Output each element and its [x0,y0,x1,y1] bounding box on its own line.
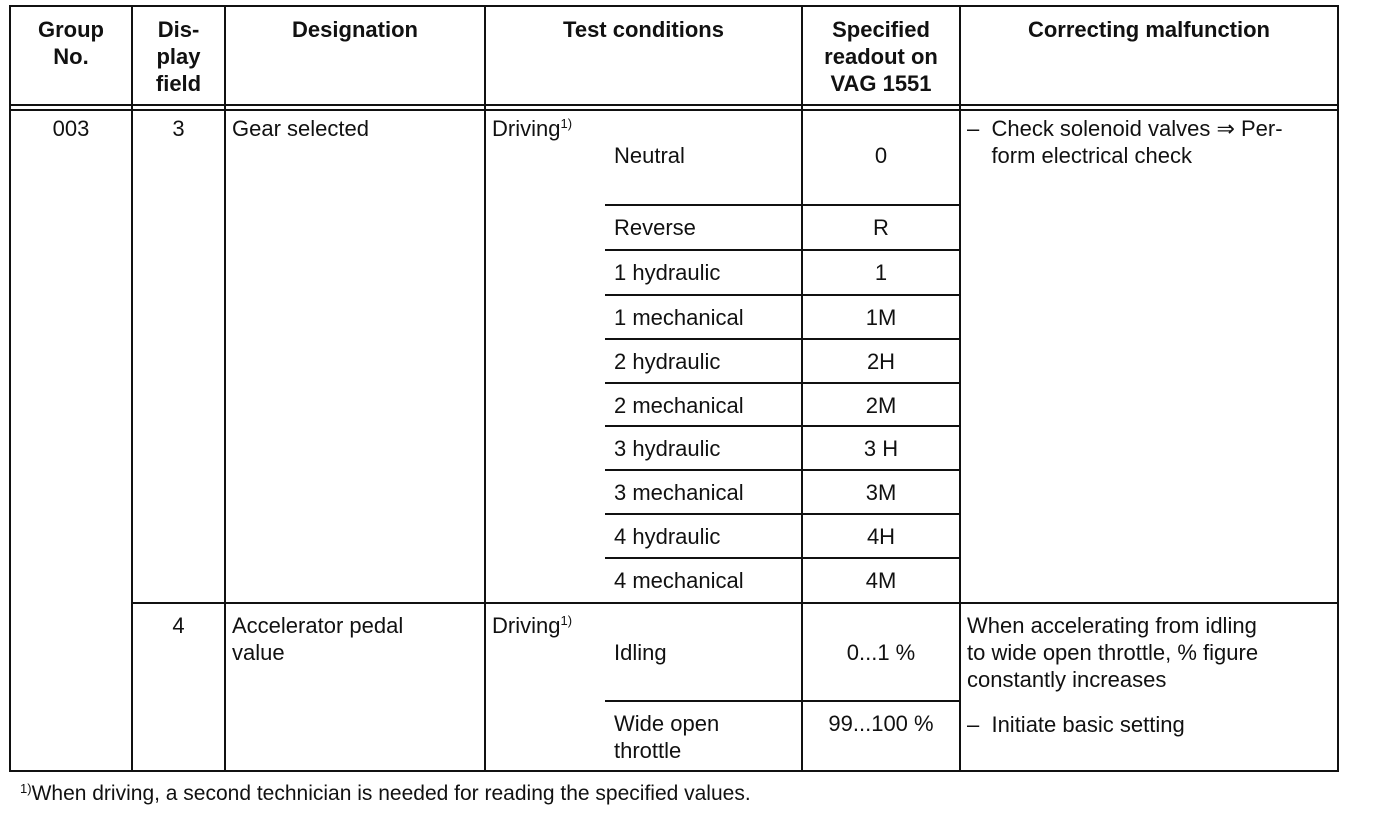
row-rule [605,338,961,340]
condition-cell: 4 hydraulic [614,524,721,549]
header-display-field: Dis- play field [155,17,202,96]
test-condition-label [492,115,572,142]
group-number: 003 [52,116,90,141]
designation-text: Accelerator pedal value [232,613,404,665]
test-condition-label [492,612,572,639]
table-border-bottom [9,770,1339,772]
row-rule [605,249,961,251]
readout-cell: 1 [874,260,888,285]
header-test-conditions: Test conditions [563,17,724,42]
table-border-top [9,5,1339,7]
readout-cell: 4M [865,568,897,593]
header-correcting-malfunction: Correcting malfunction [1027,17,1270,42]
footnote-text: When driving, a second technician is needed for reading the specified values. [31,782,751,805]
designation-text: Gear selected [232,116,369,141]
header-rule-2 [9,109,1339,111]
remedy-text: When accelerating from idling to wide open throttle, % figure constantly increases [967,613,1259,692]
readout-cell: 2H [866,349,896,374]
condition-cell: 2 hydraulic [614,349,721,374]
row-rule [605,382,961,384]
condition-cell: Idling [614,640,667,665]
condition-cell: 4 mechanical [614,568,744,593]
footnote-ref: 1) [560,613,573,628]
display-field-value: 4 [172,613,185,638]
readout-cell: 2M [865,393,897,418]
col-divider [959,5,961,772]
condition-cell: 2 mechanical [614,393,744,418]
header-rule [9,104,1339,106]
condition-cell: 3 mechanical [614,480,744,505]
condition-cell: 3 hydraulic [614,436,721,461]
table-border-right [1337,5,1339,772]
condition-cell: 1 hydraulic [614,260,721,285]
condition-cell: Wide open throttle [614,711,720,763]
col-divider [224,5,226,772]
row-rule [605,469,961,471]
condition-cell: 1 mechanical [614,305,744,330]
readout-cell: 4H [866,524,896,549]
header-group-no: Group No. [38,17,104,69]
display-field-value: 3 [172,116,185,141]
row-rule [605,294,961,296]
readout-cell: 99...100 % [828,711,934,736]
readout-cell: 3M [865,480,897,505]
footnote-marker: 1) [20,781,32,796]
row-rule [605,513,961,515]
condition-cell: Neutral [614,143,685,168]
row-rule [605,557,961,559]
readout-cell: 0...1 % [846,640,916,665]
remedy-text: – Initiate basic setting [967,712,1185,737]
header-designation: Designation [292,17,418,42]
remedy-text: – Check solenoid valves ⇒ Per- form electrical check [967,116,1283,168]
row-rule [605,425,961,427]
condition-cell: Reverse [614,215,696,240]
readout-cell: 0 [874,143,888,168]
row-rule [605,700,961,702]
readout-cell: 3 H [863,436,899,461]
footnote [20,780,751,807]
col-divider [484,5,486,772]
row-rule [605,204,961,206]
header-specified-readout: Specified readout on VAG 1551 [824,17,938,96]
block-separator [131,602,1339,604]
readout-cell: 1M [865,305,897,330]
footnote-ref: 1) [560,116,573,131]
readout-cell: R [873,215,889,240]
test-condition-text: Driving [492,116,561,141]
test-condition-text: Driving [492,613,561,638]
